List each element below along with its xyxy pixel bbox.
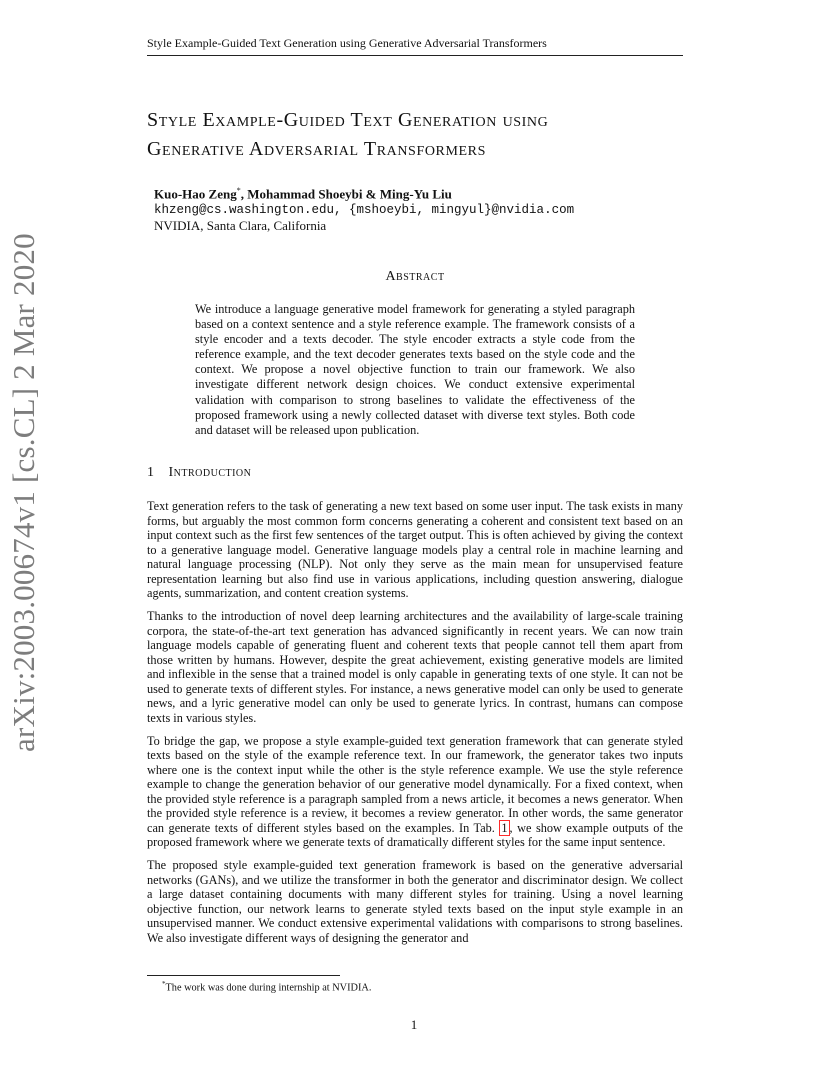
footnote-divider <box>147 975 340 976</box>
arxiv-identifier-stamp[interactable]: arXiv:2003.00674v1 [cs.CL] 2 Mar 2020 <box>6 233 41 752</box>
author-emails: khzeng@cs.washington.edu, {mshoeybi, mingyul}@nvidia.com <box>154 203 575 218</box>
section-heading-introduction <box>147 464 251 482</box>
introduction-body <box>147 499 683 954</box>
paragraph <box>147 734 683 850</box>
author-name-first: Kuo-Hao Zeng <box>154 186 237 202</box>
footnote <box>162 978 662 994</box>
author-names <box>154 183 674 202</box>
running-header: Style Example-Guided Text Generation using Generative Adversarial Transformers <box>147 36 683 56</box>
footnote-text: The work was done during internship at NVIDIA. <box>165 982 372 994</box>
paragraph-text: , we show example outputs of the proposed framework where we generate texts of dramatically different styles for the same input sentence. <box>147 820 684 849</box>
paper-title <box>147 106 707 164</box>
author-block <box>154 183 674 234</box>
table-reference-link[interactable]: 1 <box>501 820 508 835</box>
author-names-rest: , Mohammad Shoeybi & Ming-Yu Liu <box>240 186 452 202</box>
author-footnote-mark[interactable]: * <box>236 186 241 195</box>
footnote-mark: * <box>162 980 166 988</box>
author-affiliation: NVIDIA, Santa Clara, California <box>154 218 327 234</box>
paragraph: The proposed style example-guided text generation framework is based on the generative adversarial networks (GANs), and we utilize the transformer in both the generator and discriminator design. We collect a large dataset containing documents with many different styles for training. Using a novel learning objective function, our network learns to generate styled texts based on the input style example in an unsupervised manner. We conduct extensive experimental validations with comparisons to strong baselines. We also investigate different ways of designing the generator and <box>147 858 683 945</box>
paper-title-line-1: Style Example-Guided Text Generation using <box>147 109 549 131</box>
abstract-heading: Abstract <box>385 269 445 284</box>
section-number: 1 <box>147 465 155 480</box>
abstract-text: We introduce a language generative model framework for generating a styled paragraph based on a context sentence and a style reference example. The framework consists of a style encoder and a texts decoder. The style encoder extracts a style code from the reference example, and the text decoder generates texts based on the style code and the context. We propose a novel objective function to train our framework. We also investigate different network design choices. We conduct extensive experimental validation with comparison to strong baselines to validate the effectiveness of the proposed framework using a newly collected dataset with diverse text styles. Both code and dataset will be released upon publication. <box>195 302 635 437</box>
page-number: 1 <box>410 1017 418 1032</box>
paragraph: Thanks to the introduction of novel deep learning architectures and the availability of large-scale training corpora, the state-of-the-art text generation has advanced significantly in recent years. We can now train language models capable of generating fluent and coherent texts that people cannot tell them apart from those written by humans. However, despite the great achievement, existing generative models are limited and inflexible in the sense that a trained model is only capable in generating texts of one style. It can not be used to generate texts of different styles. For instance, a news generative model can only be used to generate news, and a lyric generative model can only be used to generate lyrics. In contrast, humans can compose texts in various styles. <box>147 609 683 725</box>
paper-title-line-2: Generative Adversarial Transformers <box>147 138 486 160</box>
section-title: Introduction <box>168 465 252 480</box>
paragraph: Text generation refers to the task of generating a new text based on some user input. The task exists in many forms, but arguably the most common form concerns generating a coherent and consistent text based on an input context such as the first few sentences of the target output. This is often achieved by giving the context to a generative language model. Generative language models play a central role in machine learning and natural language processing (NLP). Not only they serve as the main mean for unsupervised feature representation learning but also find use in various applications, including question answering, dialogue agents, summarization, and content creation systems. <box>147 499 683 600</box>
paragraph-text: To bridge the gap, we propose a style example-guided text generation framework that can generate styled texts based on the style of the example reference text. In our framework, the generator takes two inputs where one is the context input while the other is the style reference example. We use the style reference example to change the generation behavior of our generative model dynamically. For a fixed context, when the provided style reference is a paragraph sampled from a news article, it becomes a news generator. When the provided style reference is a review, it becomes a review generator. In other words, the same generator can generate texts of different styles based on the examples. In Tab. <box>147 733 683 835</box>
